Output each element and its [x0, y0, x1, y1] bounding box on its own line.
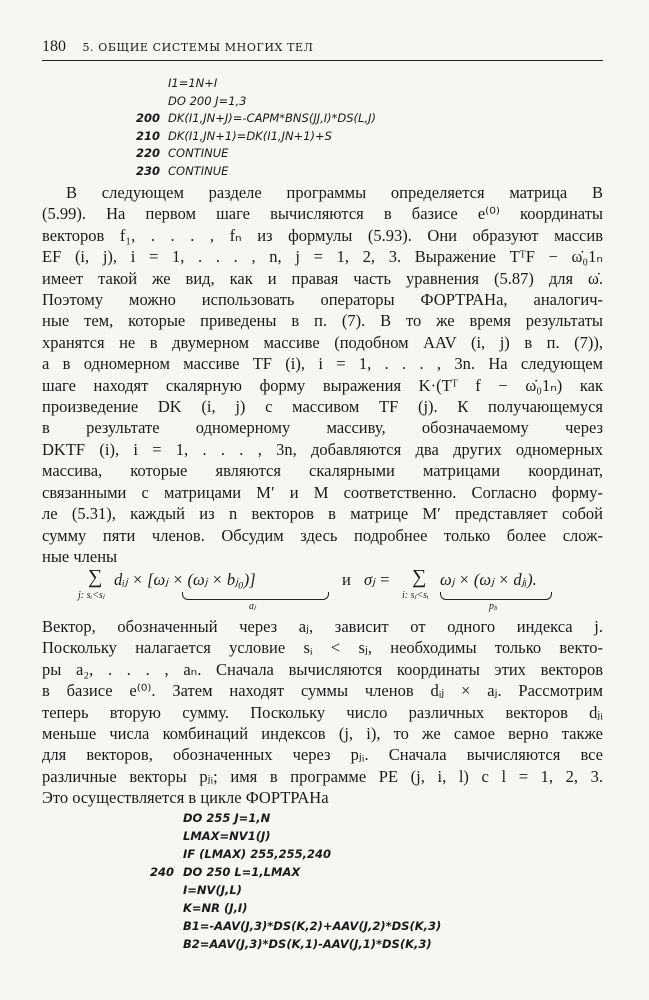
- text-line: ные тем, которые приведены в п. (7). В то же время результаты: [42, 311, 603, 331]
- text-line: связанными с матрицами M′ и M соответственно. Согласно форму-: [42, 482, 603, 502]
- code-line: B1=-AAV(J,3)*DS(K,2)+AAV(J,2)*DS(K,3): [183, 919, 442, 933]
- code-label: 200: [135, 111, 160, 125]
- text-line: в базисе e⁽⁰⁾. Затем находят суммы членов dᵢⱼ × aⱼ. Рассмотрим: [42, 681, 603, 701]
- page-header: [42, 38, 313, 56]
- paragraph-1: [42, 182, 603, 567]
- text-line: различные векторы pⱼᵢ; имя в программе PE (j, i, l) с l = 1, 2, 3.: [42, 766, 603, 786]
- code-line: B2=AAV(J,3)*DS(K,1)-AAV(J,1)*DS(K,3): [183, 937, 432, 951]
- text-line: шаге находят скалярную форму выражения K·(Tᵀ f − ω̇₀1ₙ) как: [42, 375, 603, 395]
- sum-2-subscript: i: sⱼ<sᵢ: [402, 590, 429, 601]
- code-label: 220: [135, 146, 160, 160]
- text-line: векторов f₁, . . . , fₙ из формулы (5.93). Они образуют массив: [42, 225, 603, 245]
- header-rule: [42, 60, 603, 61]
- text-line: для векторов, обозначенных через pⱼᵢ. Сначала вычисляются все: [42, 745, 603, 765]
- code-label: 210: [135, 129, 160, 143]
- underbrace-2-label: pⱼᵢ: [489, 601, 498, 612]
- formula-sigma: σⱼ =: [364, 570, 391, 589]
- sum-symbol-2: ∑: [412, 566, 427, 588]
- text-line: сумму пяти членов. Обсудим здесь подробнее только более слож-: [42, 525, 603, 545]
- page-number: 180: [42, 38, 66, 55]
- code-line: I1=1N+I: [168, 76, 218, 90]
- text-line: Это осуществляется в цикле ФОРТРАНа: [42, 788, 329, 808]
- code-line: IF (LMAX) 255,255,240: [183, 847, 331, 861]
- text-line: хранятся не в двумерном массиве (подобном AAV (i, j) в п. (7)),: [42, 332, 603, 352]
- text-line: массива, которые являются скалярными матрицами координат,: [42, 461, 603, 481]
- underbrace-1-label: aⱼ: [249, 601, 256, 612]
- code-line: DK(I1,JN+1)=DK(I1,JN+1)+S: [168, 129, 332, 143]
- code-line: CONTINUE: [168, 164, 229, 178]
- text-line: DKTF (i), i = 1, . . . , 3n, добавляются два других одномерных: [42, 439, 603, 459]
- code-label: 240: [149, 865, 174, 879]
- text-line: теперь вторую сумму. Поскольку число различных векторов dⱼᵢ: [42, 702, 603, 722]
- text-line: а в одномерном массиве TF (i), i = 1, . . . , 3n. На следующем: [42, 354, 603, 374]
- text-line: Вектор, обозначенный через aⱼ, зависит от одного индекса j.: [42, 617, 603, 636]
- formula-connector: и: [342, 570, 351, 589]
- text-line: ле (5.31), каждый из n векторов в матрице M′ представляет собой: [42, 504, 603, 524]
- text-line: ры a₂, . . . , aₙ. Сначала вычисляются координаты этих векторов: [42, 659, 603, 679]
- code-line: I=NV(J,L): [183, 883, 242, 897]
- code-line: LMAX=NV1(J): [183, 829, 271, 843]
- text-line: В следующем разделе программы определяется матрица B: [66, 183, 603, 202]
- code-label: 230: [135, 164, 160, 178]
- code-line: K=NR (J,I): [183, 901, 248, 915]
- running-title: 5. ОБЩИЕ СИСТЕМЫ МНОГИХ ТЕЛ: [82, 41, 314, 54]
- text-line: меньше числа комбинаций индексов (j, i), то же самое верно также: [42, 724, 603, 744]
- text-line: Поскольку налагается условие sᵢ < sⱼ, необходимы только векто-: [42, 638, 603, 658]
- formula-term-2: ωⱼ × (ωⱼ × dⱼᵢ).: [440, 570, 537, 589]
- text-line: в результате одномерному массиву, обозначаемому через: [42, 418, 603, 438]
- text-line: ные члены: [42, 546, 118, 566]
- code-line: DO 250 L=1,LMAX: [183, 865, 301, 879]
- code-line: CONTINUE: [168, 146, 229, 160]
- paragraph-2: [42, 616, 603, 809]
- sum-symbol-1: ∑: [88, 566, 103, 588]
- sum-1-subscript: j: sᵢ<sⱼ: [78, 590, 105, 601]
- text-line: имеет такой же вид, как и правая часть уравнения (5.87) для ω̇.: [42, 268, 603, 288]
- formula-term-1: dᵢⱼ × [ωⱼ × (ωⱼ × bⱼ₀)]: [114, 570, 256, 589]
- text-line: (5.99). На первом шаге вычисляются в базисе e⁽⁰⁾ координаты: [42, 204, 603, 224]
- text-line: произведение DK (i, j) с массивом TF (j). К получающемуся: [42, 397, 603, 417]
- display-formula: [42, 566, 603, 622]
- underbrace-1: [182, 592, 329, 600]
- code-line: DK(I1,JN+J)=-CAPM*BNS(JJ,I)*DS(L,J): [168, 111, 376, 125]
- underbrace-2: [440, 592, 552, 600]
- code-line: DO 255 J=1,N: [183, 811, 271, 825]
- text-line: Поэтому можно использовать операторы ФОРТРАНа, аналогич-: [42, 290, 603, 310]
- code-line: DO 200 J=1,3: [168, 94, 247, 108]
- text-line: EF (i, j), i = 1, . . . , n, j = 1, 2, 3. Выражение TᵀF − ω̇₀1ₙ: [42, 247, 603, 267]
